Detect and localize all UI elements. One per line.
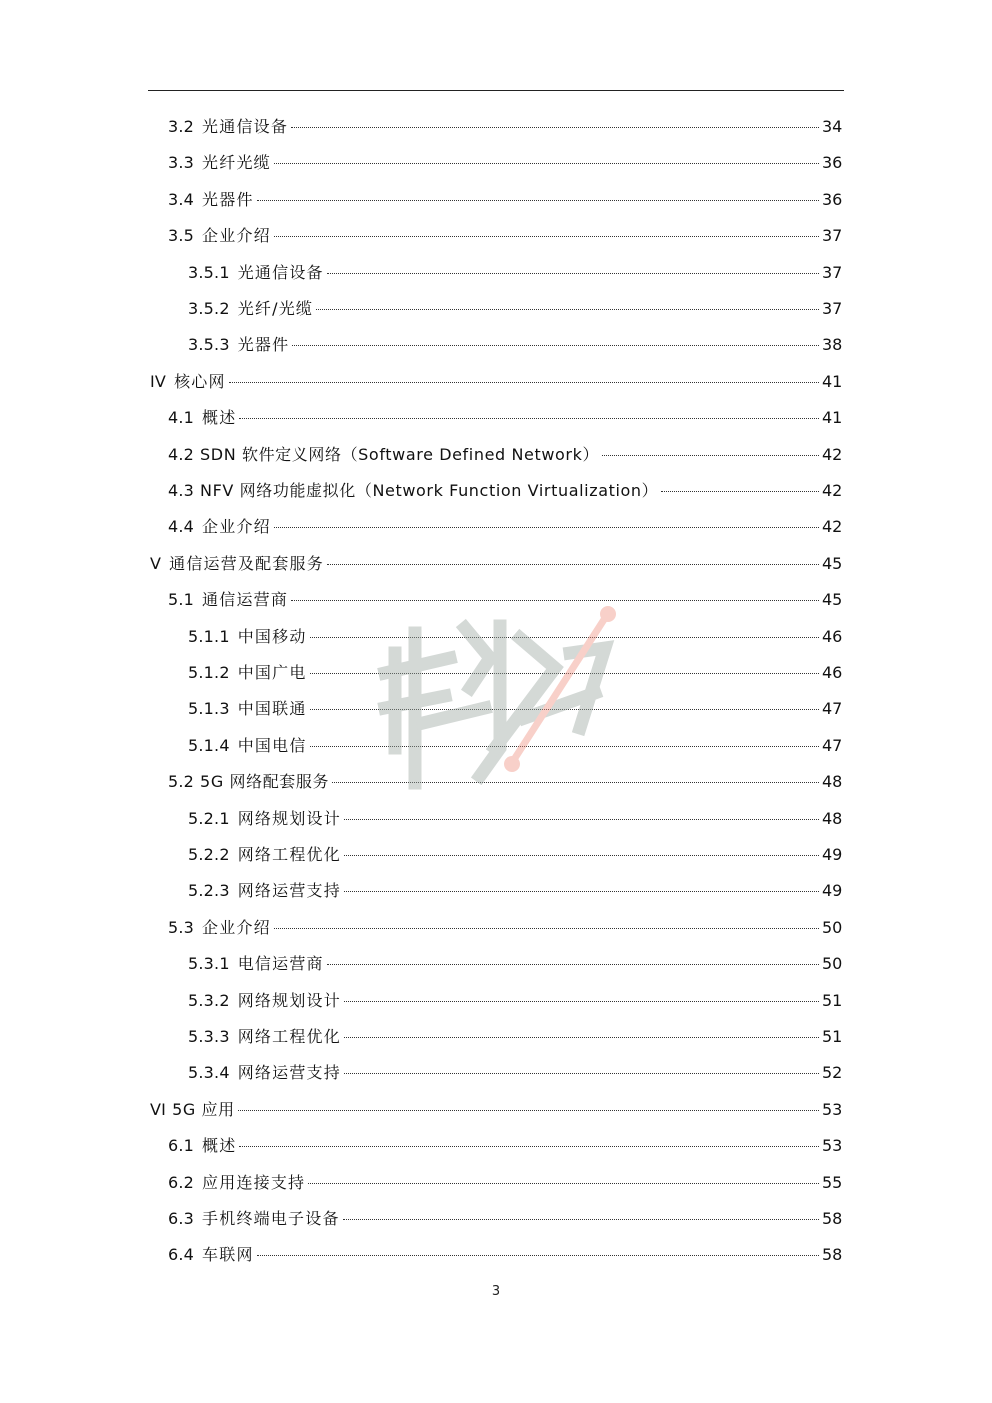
toc-page: 49 (822, 845, 843, 864)
toc-page: 50 (822, 917, 843, 937)
toc-leader (274, 163, 819, 164)
toc-title: 网络运营支持 (237, 1063, 341, 1083)
toc-number: 4.3 (168, 481, 195, 500)
toc-title: 5G 应用 (172, 1099, 235, 1119)
toc-title: 网络运营支持 (237, 881, 341, 901)
toc-number: 5.3.4 (188, 1063, 230, 1083)
toc-number: 3.5.2 (188, 299, 230, 318)
toc-page: 47 (822, 699, 843, 719)
toc-leader (274, 928, 819, 929)
toc-number: 3.5.1 (188, 262, 230, 282)
toc-title: 网络工程优化 (237, 1027, 341, 1046)
toc-number: IV (150, 371, 167, 391)
toc-entry-6-1[interactable] (168, 1134, 842, 1158)
toc-title: 通信运营及配套服务 (169, 553, 324, 573)
toc-number: 6.4 (168, 1245, 195, 1265)
toc-entry-3-5[interactable] (168, 224, 842, 248)
toc-number: 5.2.3 (188, 881, 230, 901)
toc-page: 41 (822, 408, 843, 428)
toc-title: 光器件 (202, 189, 254, 209)
toc-number: 5.3.1 (188, 954, 230, 974)
toc-page: 42 (822, 517, 843, 537)
toc-leader (239, 1146, 819, 1147)
toc-leader (274, 236, 819, 237)
toc-number: 5.1 (168, 590, 195, 610)
toc-entry-4-4[interactable] (168, 515, 842, 539)
toc-number: 3.5 (168, 226, 195, 246)
toc-leader (343, 1219, 819, 1220)
toc-entry-3-2[interactable] (168, 115, 842, 139)
toc-number: 4.2 (168, 444, 195, 464)
toc-title: 通信运营商 (202, 590, 289, 610)
toc-leader (239, 418, 819, 419)
toc-number: 6.1 (168, 1136, 195, 1156)
toc-page: 37 (822, 262, 843, 282)
toc-title: 光纤/光缆 (237, 299, 314, 318)
toc-number: 4.1 (168, 408, 195, 428)
toc-number: 5.1.4 (188, 735, 230, 755)
toc-page: 49 (822, 881, 843, 901)
toc-leader (344, 819, 819, 820)
toc-title: 光通信设备 (237, 262, 324, 282)
toc-title: NFV 网络功能虚拟化（Network Function Virtualization） (200, 481, 659, 500)
toc-page: 48 (822, 808, 843, 828)
toc-page: 53 (822, 1136, 843, 1156)
toc-title: 核心网 (174, 371, 226, 391)
toc-entry-5-3-1[interactable] (188, 952, 842, 976)
toc-leader (602, 455, 819, 456)
toc-entry-4-2[interactable] (168, 443, 842, 467)
toc-leader (257, 200, 819, 201)
toc-title: 车联网 (202, 1245, 254, 1265)
toc-leader (274, 527, 819, 528)
toc-number: 3.2 (168, 117, 195, 136)
toc-number: 5.3.2 (188, 990, 230, 1010)
toc-page: 41 (822, 371, 843, 391)
toc-number: 3.3 (168, 153, 195, 173)
toc-entry-5-3-4[interactable] (188, 1061, 842, 1085)
toc-page: 46 (822, 663, 843, 682)
toc-title: 中国移动 (237, 626, 307, 646)
toc-entry-3-5-1[interactable] (188, 261, 842, 285)
toc-entry-5-2-3[interactable] (188, 879, 842, 903)
toc-leader (327, 273, 819, 274)
toc-title: 应用连接支持 (202, 1172, 306, 1192)
toc-entry-3-3[interactable] (168, 151, 842, 175)
toc-title: 中国联通 (237, 699, 307, 719)
toc-title: 网络规划设计 (237, 808, 341, 828)
toc-leader (238, 1110, 819, 1111)
toc-page: 42 (822, 444, 843, 464)
toc-number: 6.2 (168, 1172, 195, 1192)
toc-title: 企业介绍 (202, 517, 271, 537)
toc-page: 45 (822, 590, 843, 610)
toc-leader (292, 345, 819, 346)
toc-entry-5-3-2[interactable] (188, 989, 842, 1013)
toc-number: 3.5.3 (188, 335, 230, 355)
toc-entry-4-1[interactable] (168, 406, 842, 430)
toc-number: 3.4 (168, 189, 195, 209)
toc-entry-3-5-2[interactable] (188, 297, 842, 321)
toc-entry-5-3-3[interactable] (188, 1025, 842, 1049)
toc-leader (661, 491, 819, 492)
toc-title: 电信运营商 (237, 954, 324, 974)
toc-number: 5.3 (168, 917, 195, 937)
toc-number: VI (150, 1099, 167, 1119)
toc-entry-5-2-1[interactable] (188, 807, 842, 831)
toc-page: 55 (822, 1172, 843, 1192)
toc-page: 34 (822, 117, 843, 136)
toc-title: 手机终端电子设备 (202, 1209, 340, 1228)
toc-entry-4-3[interactable] (168, 479, 842, 503)
toc-title: 企业介绍 (202, 917, 271, 937)
toc-leader (327, 564, 819, 565)
toc-entry-6-4[interactable] (168, 1243, 842, 1267)
toc-leader (344, 855, 819, 856)
toc-page: 38 (822, 335, 843, 355)
toc-number: 6.3 (168, 1209, 195, 1228)
toc-title: 网络规划设计 (237, 990, 341, 1010)
toc-number: 5.1.1 (188, 626, 230, 646)
toc-page: 48 (822, 772, 843, 792)
toc-title: 光纤光缆 (202, 153, 271, 173)
toc-entry-vi[interactable] (150, 1098, 842, 1122)
toc-entry-iv[interactable] (150, 370, 842, 394)
toc-page: 51 (822, 1027, 843, 1046)
page-number: 3 (491, 1284, 501, 1299)
toc-page: 51 (822, 990, 843, 1010)
toc-number: 4.4 (168, 517, 195, 537)
toc-leader (257, 1255, 819, 1256)
toc-title: 企业介绍 (202, 226, 271, 246)
toc-page: 42 (822, 481, 843, 500)
toc-entry-v[interactable] (150, 552, 842, 576)
toc-number: 5.2.1 (188, 808, 230, 828)
toc-page: 46 (822, 626, 843, 646)
toc-leader (291, 127, 819, 128)
toc-number: V (150, 553, 162, 573)
toc-leader (344, 891, 819, 892)
toc-leader (344, 1073, 819, 1074)
toc-page: 52 (822, 1063, 843, 1083)
toc-title: 5G 网络配套服务 (200, 772, 330, 792)
toc-leader (308, 1183, 819, 1184)
toc-title: 光通信设备 (202, 117, 289, 136)
toc-entry-3-5-3[interactable] (188, 333, 842, 357)
toc-number: 5.3.3 (188, 1027, 230, 1046)
toc-leader (344, 1001, 819, 1002)
toc-title: 概述 (202, 1136, 237, 1156)
header-rule (148, 90, 844, 91)
toc-title: 光器件 (237, 335, 290, 355)
toc-entry-6-2[interactable] (168, 1171, 842, 1195)
toc-page: 53 (822, 1099, 843, 1119)
toc-leader (327, 964, 819, 965)
toc-leader (316, 309, 819, 310)
toc-number: 5.1.3 (188, 699, 230, 719)
toc-page: 37 (822, 226, 843, 246)
toc-page: 58 (822, 1245, 843, 1265)
toc-leader (229, 382, 819, 383)
toc-leader (344, 1037, 819, 1038)
toc-title: 中国广电 (237, 663, 307, 682)
toc-entry-5-3[interactable] (168, 916, 842, 940)
toc-title: 概述 (202, 408, 237, 428)
toc-entry-3-4[interactable] (168, 188, 842, 212)
learning-logo-watermark-icon (375, 598, 625, 798)
toc-title: 网络工程优化 (237, 845, 341, 864)
toc-page: 47 (822, 735, 843, 755)
toc-page: 58 (822, 1209, 843, 1228)
toc-entry-6-3[interactable] (168, 1207, 842, 1231)
toc-title: 中国电信 (237, 735, 307, 755)
toc-page: 37 (822, 299, 843, 318)
toc-number: 5.1.2 (188, 663, 230, 682)
toc-page: 36 (822, 153, 843, 173)
toc-number: 5.2.2 (188, 845, 230, 864)
toc-entry-5-2-2[interactable] (188, 843, 842, 867)
toc-page: 36 (822, 189, 843, 209)
toc-title: SDN 软件定义网络（Software Defined Network） (200, 444, 600, 464)
toc-number: 5.2 (168, 772, 195, 792)
toc-page: 45 (822, 553, 843, 573)
toc-page: 50 (822, 954, 843, 974)
